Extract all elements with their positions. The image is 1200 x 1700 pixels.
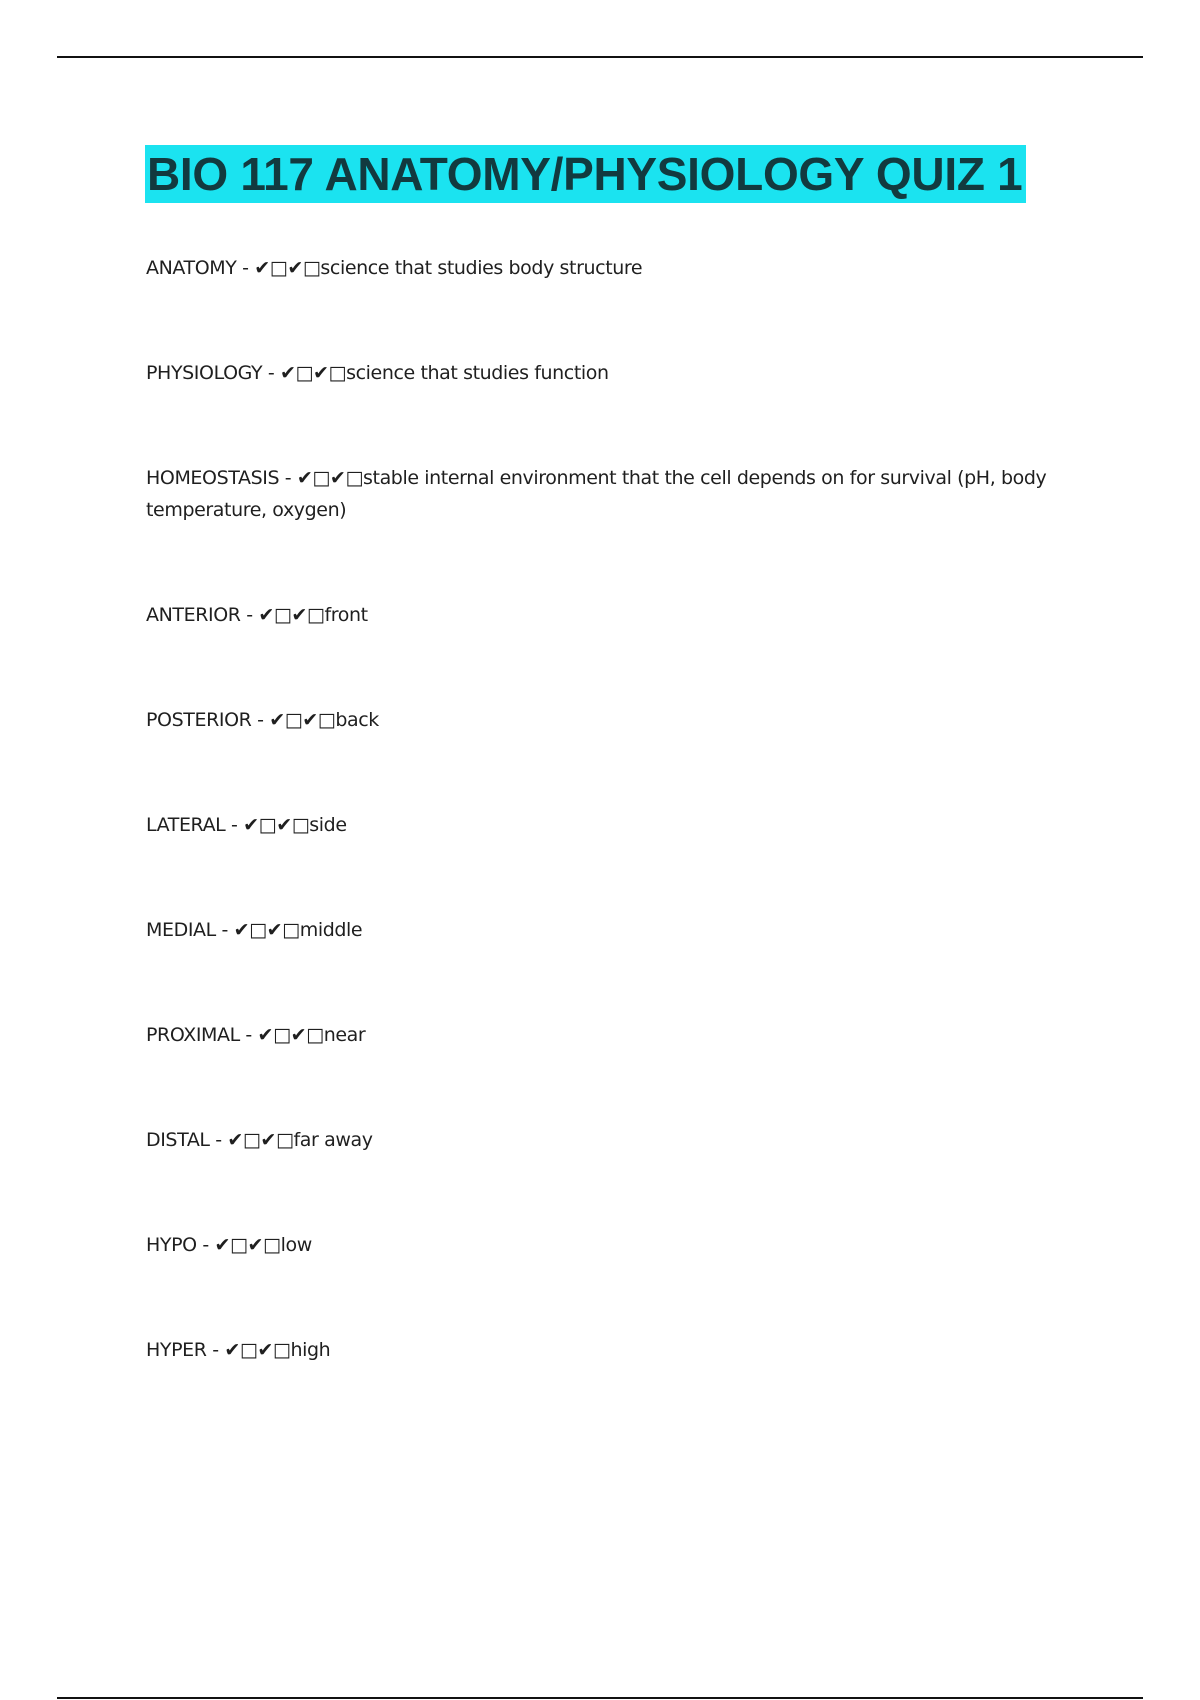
check-marks: ✔□✔□ xyxy=(254,257,321,279)
list-item: DISTAL - ✔□✔□far away xyxy=(146,1129,373,1151)
term: HOMEOSTASIS xyxy=(146,467,280,489)
check-marks: ✔□✔□ xyxy=(243,814,310,836)
term: DISTAL xyxy=(146,1129,210,1151)
term: ANATOMY xyxy=(146,257,237,279)
term: ANTERIOR xyxy=(146,604,241,626)
definition: stable internal environment that the cell depends on for survival (pH, body temperature, oxygen) xyxy=(146,467,1047,521)
check-marks: ✔□✔□ xyxy=(258,604,325,626)
definition: back xyxy=(335,709,379,731)
term: HYPO xyxy=(146,1234,197,1256)
list-item: HOMEOSTASIS - ✔□✔□stable internal environment that the cell depends on for survival (pH, body temperature, oxygen) xyxy=(146,467,1047,521)
term: HYPER xyxy=(146,1339,207,1361)
term: LATERAL xyxy=(146,814,226,836)
definition: far away xyxy=(293,1129,373,1151)
list-item: PROXIMAL - ✔□✔□near xyxy=(146,1024,366,1046)
check-marks: ✔□✔□ xyxy=(257,1024,324,1046)
footer-rule xyxy=(57,1697,1143,1699)
term: POSTERIOR xyxy=(146,709,252,731)
term: PHYSIOLOGY xyxy=(146,362,263,384)
definition: science that studies function xyxy=(346,362,609,384)
list-item: HYPER - ✔□✔□high xyxy=(146,1339,331,1361)
check-marks: ✔□✔□ xyxy=(269,709,336,731)
list-item: HYPO - ✔□✔□low xyxy=(146,1234,312,1256)
definition: near xyxy=(323,1024,366,1046)
check-marks: ✔□✔□ xyxy=(214,1234,281,1256)
definition: low xyxy=(280,1234,312,1256)
list-item: POSTERIOR - ✔□✔□back xyxy=(146,709,379,731)
definition: side xyxy=(309,814,347,836)
definition: middle xyxy=(299,919,363,941)
document-title: BIO 117 ANATOMY/PHYSIOLOGY QUIZ 1 xyxy=(145,145,1026,203)
title-block xyxy=(145,145,1026,203)
list-item: MEDIAL - ✔□✔□middle xyxy=(146,919,363,941)
term: MEDIAL xyxy=(146,919,216,941)
list-item: ANATOMY - ✔□✔□science that studies body structure xyxy=(146,257,643,279)
check-marks: ✔□✔□ xyxy=(279,362,347,384)
check-marks: ✔□✔□ xyxy=(227,1129,294,1151)
header-rule xyxy=(57,56,1143,58)
check-marks: ✔□✔□ xyxy=(224,1339,291,1361)
definition: science that studies body structure xyxy=(320,257,643,279)
term-list xyxy=(146,252,1076,1439)
term: PROXIMAL xyxy=(146,1024,240,1046)
check-marks: ✔□✔□ xyxy=(296,467,364,489)
definition: front xyxy=(324,604,368,626)
list-item: LATERAL - ✔□✔□side xyxy=(146,814,347,836)
definition: high xyxy=(290,1339,331,1361)
check-marks: ✔□✔□ xyxy=(233,919,300,941)
list-item: ANTERIOR - ✔□✔□front xyxy=(146,604,368,626)
list-item: PHYSIOLOGY - ✔□✔□science that studies function xyxy=(146,362,609,384)
